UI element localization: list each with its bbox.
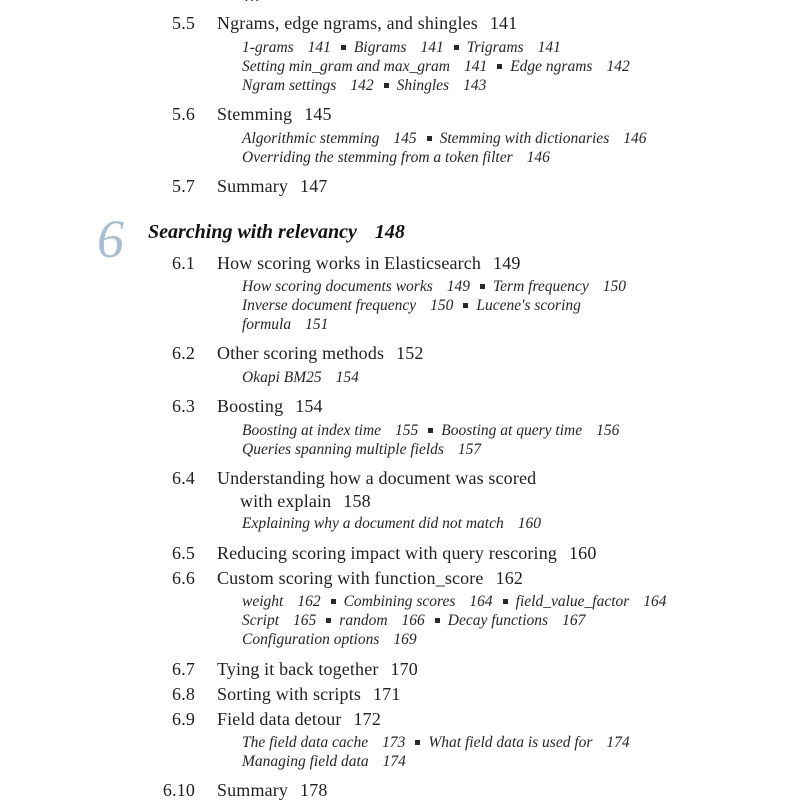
subentry-page: 166 bbox=[401, 612, 425, 629]
subentry-page: 160 bbox=[517, 515, 541, 532]
subentry-page: 174 bbox=[606, 734, 630, 751]
toc-subentries-line bbox=[242, 592, 669, 611]
section-title: Summary bbox=[217, 176, 289, 196]
section-number: 6.8 bbox=[172, 684, 195, 704]
subentry-page: 154 bbox=[335, 369, 359, 386]
toc-section-5-7 bbox=[0, 175, 800, 197]
subentry-title: The field data cache bbox=[242, 734, 369, 751]
toc-section-5-6 bbox=[0, 103, 800, 125]
toc-subentries-line bbox=[242, 57, 632, 76]
toc-subentries-line bbox=[242, 421, 621, 440]
subentry-title: 1-grams bbox=[242, 39, 294, 56]
section-number: 6.9 bbox=[172, 709, 195, 729]
subentry-title: Script bbox=[242, 612, 280, 629]
subentry-page: 173 bbox=[382, 734, 406, 751]
toc-subentries-line bbox=[242, 440, 483, 459]
toc-subentries-line bbox=[242, 148, 552, 167]
page-number: 154 bbox=[295, 396, 323, 416]
subentry-title: Configuration options bbox=[242, 631, 380, 648]
section-title: Reducing scoring impact with query rescoring bbox=[217, 543, 558, 563]
section-title: Stemming bbox=[217, 104, 293, 124]
toc-subentries-line bbox=[242, 514, 543, 533]
section-number: 5.6 bbox=[172, 104, 195, 124]
subentry-page: 141 bbox=[420, 39, 444, 56]
subentry-title: Term frequency bbox=[492, 278, 589, 295]
subentry-title: weight bbox=[242, 593, 284, 610]
section-number: 6.7 bbox=[172, 659, 195, 679]
subentry-page: 155 bbox=[395, 422, 419, 439]
bullet-separator bbox=[427, 136, 432, 141]
section-title: Other scoring methods bbox=[217, 343, 385, 363]
bullet-separator bbox=[480, 284, 485, 289]
subentry-page: 145 bbox=[393, 130, 417, 147]
section-number: 6.4 bbox=[172, 468, 195, 488]
subentry-page: 146 bbox=[623, 130, 647, 147]
section-number: 6.1 bbox=[172, 253, 195, 273]
subentry-page: 169 bbox=[393, 631, 417, 648]
bullet-separator bbox=[497, 64, 502, 69]
toc-subentries-line bbox=[242, 76, 488, 95]
section-number: 6.5 bbox=[172, 543, 195, 563]
subentry-page: 164 bbox=[469, 593, 493, 610]
toc-section-6-3 bbox=[0, 395, 800, 417]
page-number: 149 bbox=[493, 253, 521, 273]
bullet-separator bbox=[503, 599, 508, 604]
section-title-continued: with explain bbox=[240, 491, 332, 511]
bullet-separator bbox=[415, 740, 420, 745]
section-title: Custom scoring with function_score bbox=[217, 568, 484, 588]
page-number: 178 bbox=[300, 780, 328, 800]
section-title: How scoring works in Elasticsearch bbox=[217, 253, 482, 273]
page-number: 170 bbox=[390, 659, 418, 679]
subentry-title: Queries spanning multiple fields bbox=[242, 441, 444, 458]
subentry-page: 141 bbox=[537, 39, 561, 56]
page-number: 147 bbox=[300, 176, 328, 196]
subentry-page: 164 bbox=[643, 593, 667, 610]
bullet-separator bbox=[331, 599, 336, 604]
subentry-page: 167 bbox=[562, 612, 586, 629]
page-number: 141 bbox=[489, 13, 518, 33]
section-number: 6.10 bbox=[162, 780, 195, 800]
subentry-title: Boosting at query time bbox=[441, 422, 583, 439]
subentry-title: Lucene's scoring bbox=[476, 297, 581, 314]
subentry-page: 149 bbox=[446, 278, 470, 295]
bullet-separator bbox=[326, 618, 331, 623]
toc-subentries-line bbox=[242, 38, 563, 57]
subentry-title: Ngram settings bbox=[242, 77, 337, 94]
subentry-title: Combining scores bbox=[343, 593, 456, 610]
subentry-page: 165 bbox=[293, 612, 317, 629]
toc-subentries-line bbox=[242, 733, 632, 752]
subentry-title: Bigrams bbox=[353, 39, 407, 56]
bullet-separator bbox=[341, 45, 346, 50]
subentry-page: 146 bbox=[526, 149, 550, 166]
toc-section-6-6 bbox=[0, 567, 800, 589]
toc-section-5-5 bbox=[0, 12, 800, 34]
bullet-separator bbox=[428, 428, 433, 433]
page-number: 172 bbox=[353, 709, 381, 729]
subentry-page: 143 bbox=[463, 77, 487, 94]
section-title: Boosting bbox=[217, 396, 284, 416]
subentry-page: 142 bbox=[606, 58, 630, 75]
toc-subentries-line bbox=[242, 129, 648, 148]
chapter-heading bbox=[148, 220, 405, 244]
section-title: Sorting with scripts bbox=[217, 684, 362, 704]
page-number: 145 bbox=[304, 104, 332, 124]
bullet-separator bbox=[384, 83, 389, 88]
bullet-separator bbox=[435, 618, 440, 623]
chapter-title: Searching with relevancy bbox=[148, 221, 357, 243]
bullet-separator bbox=[463, 303, 468, 308]
chapter-page-number: 148 bbox=[374, 221, 405, 243]
subentry-title: Decay functions bbox=[447, 612, 549, 629]
section-number: 6.3 bbox=[172, 396, 195, 416]
subentry-title: Inverse document frequency bbox=[242, 297, 417, 314]
subentry-title: Algorithmic stemming bbox=[242, 130, 380, 147]
section-number: 6.6 bbox=[172, 568, 195, 588]
subentry-page: 141 bbox=[463, 58, 488, 75]
subentry-title: formula bbox=[242, 316, 292, 333]
toc-section-6-4-continued bbox=[0, 490, 800, 512]
subentry-page: 150 bbox=[430, 297, 454, 314]
toc-subentries-line bbox=[242, 752, 408, 771]
toc-section-6-10 bbox=[0, 779, 800, 801]
page-number: 162 bbox=[495, 568, 524, 588]
subentry-page: 156 bbox=[596, 422, 620, 439]
page-number: 158 bbox=[343, 491, 371, 511]
toc-section-6-8 bbox=[0, 683, 800, 705]
subentry-title: Managing field data bbox=[242, 753, 369, 770]
section-title: Field data detour bbox=[217, 709, 342, 729]
toc-subentries-line bbox=[242, 277, 628, 296]
subentry-page: 142 bbox=[350, 77, 374, 94]
cut-off-line bbox=[245, 0, 259, 6]
subentry-title: field_value_factor bbox=[515, 593, 630, 610]
subentry-title: Trigrams bbox=[466, 39, 524, 56]
toc-section-6-5 bbox=[0, 542, 800, 564]
section-number: 5.5 bbox=[172, 13, 195, 33]
subentry-title: Edge ngrams bbox=[510, 58, 593, 75]
subentry-page: 174 bbox=[382, 753, 406, 770]
page-number: 171 bbox=[373, 684, 401, 704]
toc-section-6-4 bbox=[0, 467, 800, 489]
subentry-title: How scoring documents works bbox=[242, 278, 433, 295]
toc-section-6-9 bbox=[0, 708, 800, 730]
subentry-title: Setting min_gram and max_gram bbox=[242, 58, 450, 75]
subentry-title: Explaining why a document did not match bbox=[242, 515, 504, 532]
section-number: 5.7 bbox=[172, 176, 195, 196]
chapter-number: 6 bbox=[97, 209, 124, 269]
toc-subentries-line bbox=[242, 315, 330, 334]
section-title: Understanding how a document was scored bbox=[217, 468, 537, 488]
toc-subentries-line bbox=[242, 368, 361, 387]
section-title: Summary bbox=[217, 780, 289, 800]
section-number: 6.2 bbox=[172, 343, 195, 363]
toc-subentries-line bbox=[242, 296, 581, 315]
toc-section-6-1 bbox=[0, 252, 800, 274]
toc-subentries-line bbox=[242, 611, 587, 630]
section-title: Tying it back together bbox=[217, 659, 379, 679]
section-title: Ngrams, edge ngrams, and shingles bbox=[217, 13, 478, 33]
subentry-page: 151 bbox=[305, 316, 329, 333]
subentry-page: 157 bbox=[457, 441, 482, 458]
subentry-title: Shingles bbox=[396, 77, 450, 94]
subentry-title: random bbox=[339, 612, 388, 629]
toc-section-6-7 bbox=[0, 658, 800, 680]
bullet-separator bbox=[454, 45, 459, 50]
subentry-title: Boosting at index time bbox=[242, 422, 382, 439]
subentry-title: Okapi BM25 bbox=[242, 369, 322, 386]
subentry-title: What field data is used for bbox=[428, 734, 593, 751]
page-number: 152 bbox=[396, 343, 424, 363]
subentry-title: Overriding the stemming from a token filter bbox=[242, 149, 513, 166]
toc-subentries-line bbox=[242, 630, 419, 649]
subentry-page: 141 bbox=[307, 39, 331, 56]
subentry-title: Stemming with dictionaries bbox=[439, 130, 610, 147]
page-number: 160 bbox=[569, 543, 597, 563]
toc-section-6-2 bbox=[0, 342, 800, 364]
subentry-page: 162 bbox=[297, 593, 321, 610]
subentry-page: 150 bbox=[602, 278, 626, 295]
